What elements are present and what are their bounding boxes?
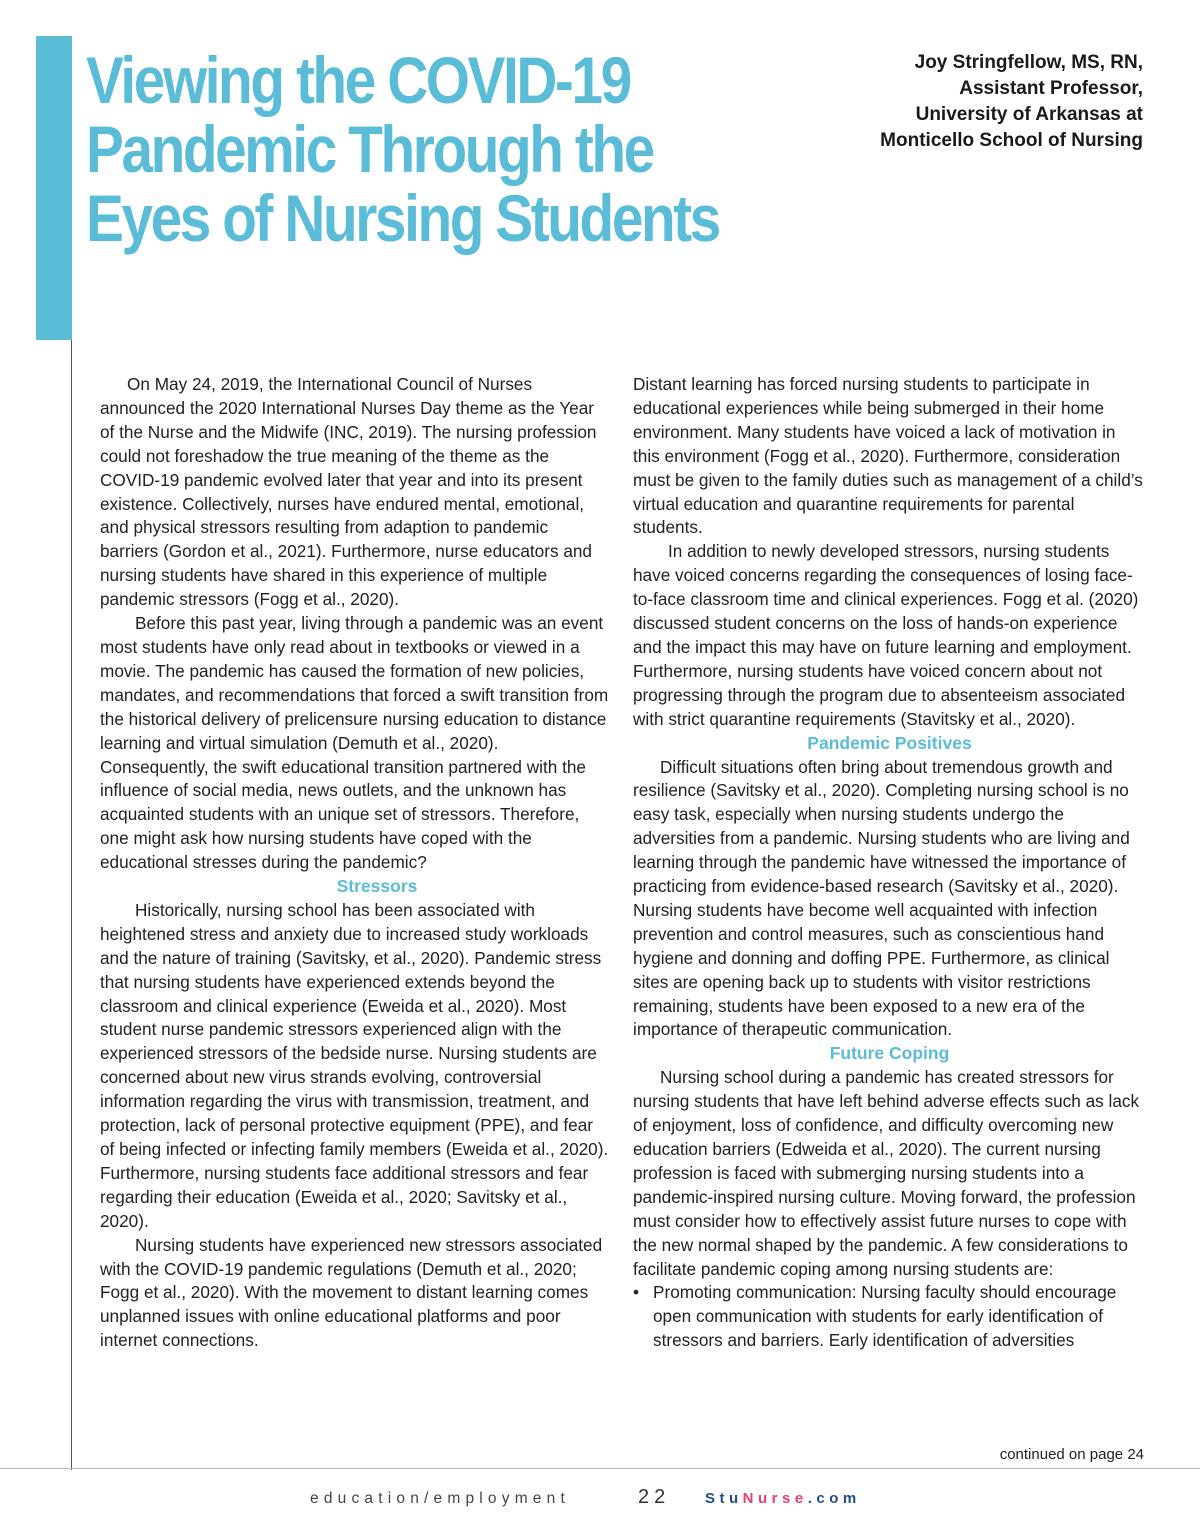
coping-list bbox=[633, 1281, 1146, 1353]
paragraph: Before this past year, living through a pandemic was an event most students have only read about in textbooks or viewed in a movie. The pandemic has caused the formation of new policies, mandates, and recommendations that forced a swift transition from the historical delivery of prelicensure nursing education to distance learning and virtual simulation (Demuth et al., 2020). Consequently, the swift educational transition partnered with the influence of social media, news outlets, and the unknown has acquainted students with an unique set of stressors. Therefore, one might ask how nursing students have coped with the educational stresses during the pandemic? bbox=[100, 613, 609, 873]
paragraph: Nursing students have experienced new stressors associated with the COVID-19 pandemic regulations (Demuth et al., 2020; Fogg et al., 2020). With the movement to distant learning comes unplanned issues with online educational platforms and poor internet connections. bbox=[100, 1234, 603, 1351]
title-accent-bar bbox=[36, 36, 72, 340]
paragraph: Historically, nursing school has been associated with heightened stress and anxiety due to increased study workloads and the nature of training (Savitsky, et al., 2020). Pandemic stress that nursing students have experienced extends beyond the classroom and clinical experience (Eweida et al., 2020). Most student nurse pandemic stressors experienced align with the experienced stressors of the bedside nurse. Nursing students are concerned about new virus strands evolving, controversial information regarding the virus with transmission, treatment, and protection, lack of personal protective equipment (PPE), and fear of being infected or infecting family members (Eweida et al., 2020). Furthermore, nursing students face additional stressors and fear regarding their education (Eweida et al., 2020; Savitsky et al., 2020). bbox=[100, 899, 609, 1231]
paragraph: Nursing school during a pandemic has created stressors for nursing students that have left behind adverse effects such as lack of enjoyment, loss of confidence, and difficulty overcoming new education barriers (Edweida et al., 2020). The current nursing profession is faced with submerging nursing students into a pandemic-inspired nursing culture. Moving forward, the profession must consider how to effectively assist future nurses to cope with the new normal shaped by the pandemic. A few considerations to facilitate pandemic coping among nursing students are: bbox=[633, 1067, 1140, 1279]
section-heading-future-coping: Future Coping bbox=[829, 1043, 950, 1064]
title-line-2: Pandemic Through the bbox=[86, 112, 653, 186]
paragraph: Difficult situations often bring about tremendous growth and resilience (Savitsky et al., 2020). Completing nursing school is no easy task, especially when nursing students undergo the adversities from a pandemic. Nursing students who are living and learning through the pandemic have witnessed the importance of practicing from evidence-based research (Savitsky et al., 2020). Nursing students have become well acquainted with infection prevention and control measures, such as conscientious hand hygiene and donning and doffing PPE. Furthermore, as clinical sites are opening back up to students with visitor restrictions remaining, students have been exposed to a new era of the importance of therapeutic communication. bbox=[633, 756, 1130, 1040]
continued-note: continued on page 24 bbox=[999, 1446, 1144, 1463]
article-title bbox=[86, 43, 719, 255]
paragraph: Distant learning has forced nursing students to participate in educational experiences while being submerged in their home environment. Many students have voiced a lack of motivation in this environment (Fogg et al., 2020). Furthermore, consideration must be given to the family duties such as management of a child’s virtual education and quarantine requirements for parental students. bbox=[633, 374, 1143, 538]
title-line-3: Eyes of Nursing Students bbox=[86, 181, 719, 255]
author-byline bbox=[880, 50, 1143, 154]
author-title: Assistant Professor, bbox=[959, 78, 1143, 99]
author-affiliation-2: Monticello School of Nursing bbox=[880, 130, 1143, 151]
brand-part-stu: Stu bbox=[705, 1490, 743, 1507]
section-heading-pandemic-positives: Pandemic Positives bbox=[807, 732, 972, 753]
publication-brand bbox=[705, 1490, 861, 1507]
footer-section-label: education/employment bbox=[310, 1490, 570, 1507]
left-column bbox=[100, 373, 610, 1353]
right-column bbox=[633, 373, 1146, 1353]
footer-rule bbox=[0, 1468, 1200, 1469]
title-line-1: Viewing the COVID-19 bbox=[86, 43, 630, 117]
author-affiliation-1: University of Arkansas at bbox=[915, 104, 1143, 125]
left-margin-rule bbox=[71, 340, 72, 1470]
section-heading-stressors: Stressors bbox=[336, 876, 418, 897]
list-item: • Promoting communication: Nursing faculty should encourage open communication with students for early identification of stressors and barriers. Early identification of adversities bbox=[633, 1281, 1146, 1353]
paragraph: In addition to newly developed stressors, nursing students have voiced concerns regarding the consequences of losing face-to-face classroom time and clinical experiences. Fogg et al. (2020) discussed student concerns on the loss of hands-on experience and the impact this may have on future learning and employment. Furthermore, nursing students have voiced concern about not progressing through the program due to absenteeism associated with strict quarantine requirements (Stavitsky et al., 2020). bbox=[633, 541, 1139, 729]
page-number: 22 bbox=[638, 1486, 671, 1508]
paragraph: On May 24, 2019, the International Council of Nurses announced the 2020 International Nurses Day theme as the Year of the Nurse and the Midwife (INC, 2019). The nursing profession could not foreshadow the true meaning of the theme as the COVID-19 pandemic evolved later that year and into its present existence. Collectively, nurses have endured mental, emotional, and physical stressors resulting from adaption to pandemic barriers (Gordon et al., 2021). Furthermore, nurse educators and nursing students have shared in this experience of multiple pandemic stressors (Fogg et al., 2020). bbox=[100, 374, 597, 610]
brand-part-nurse: Nurse bbox=[742, 1490, 808, 1507]
brand-part-com: .com bbox=[807, 1490, 861, 1507]
author-name: Joy Stringfellow, MS, RN, bbox=[914, 52, 1143, 73]
